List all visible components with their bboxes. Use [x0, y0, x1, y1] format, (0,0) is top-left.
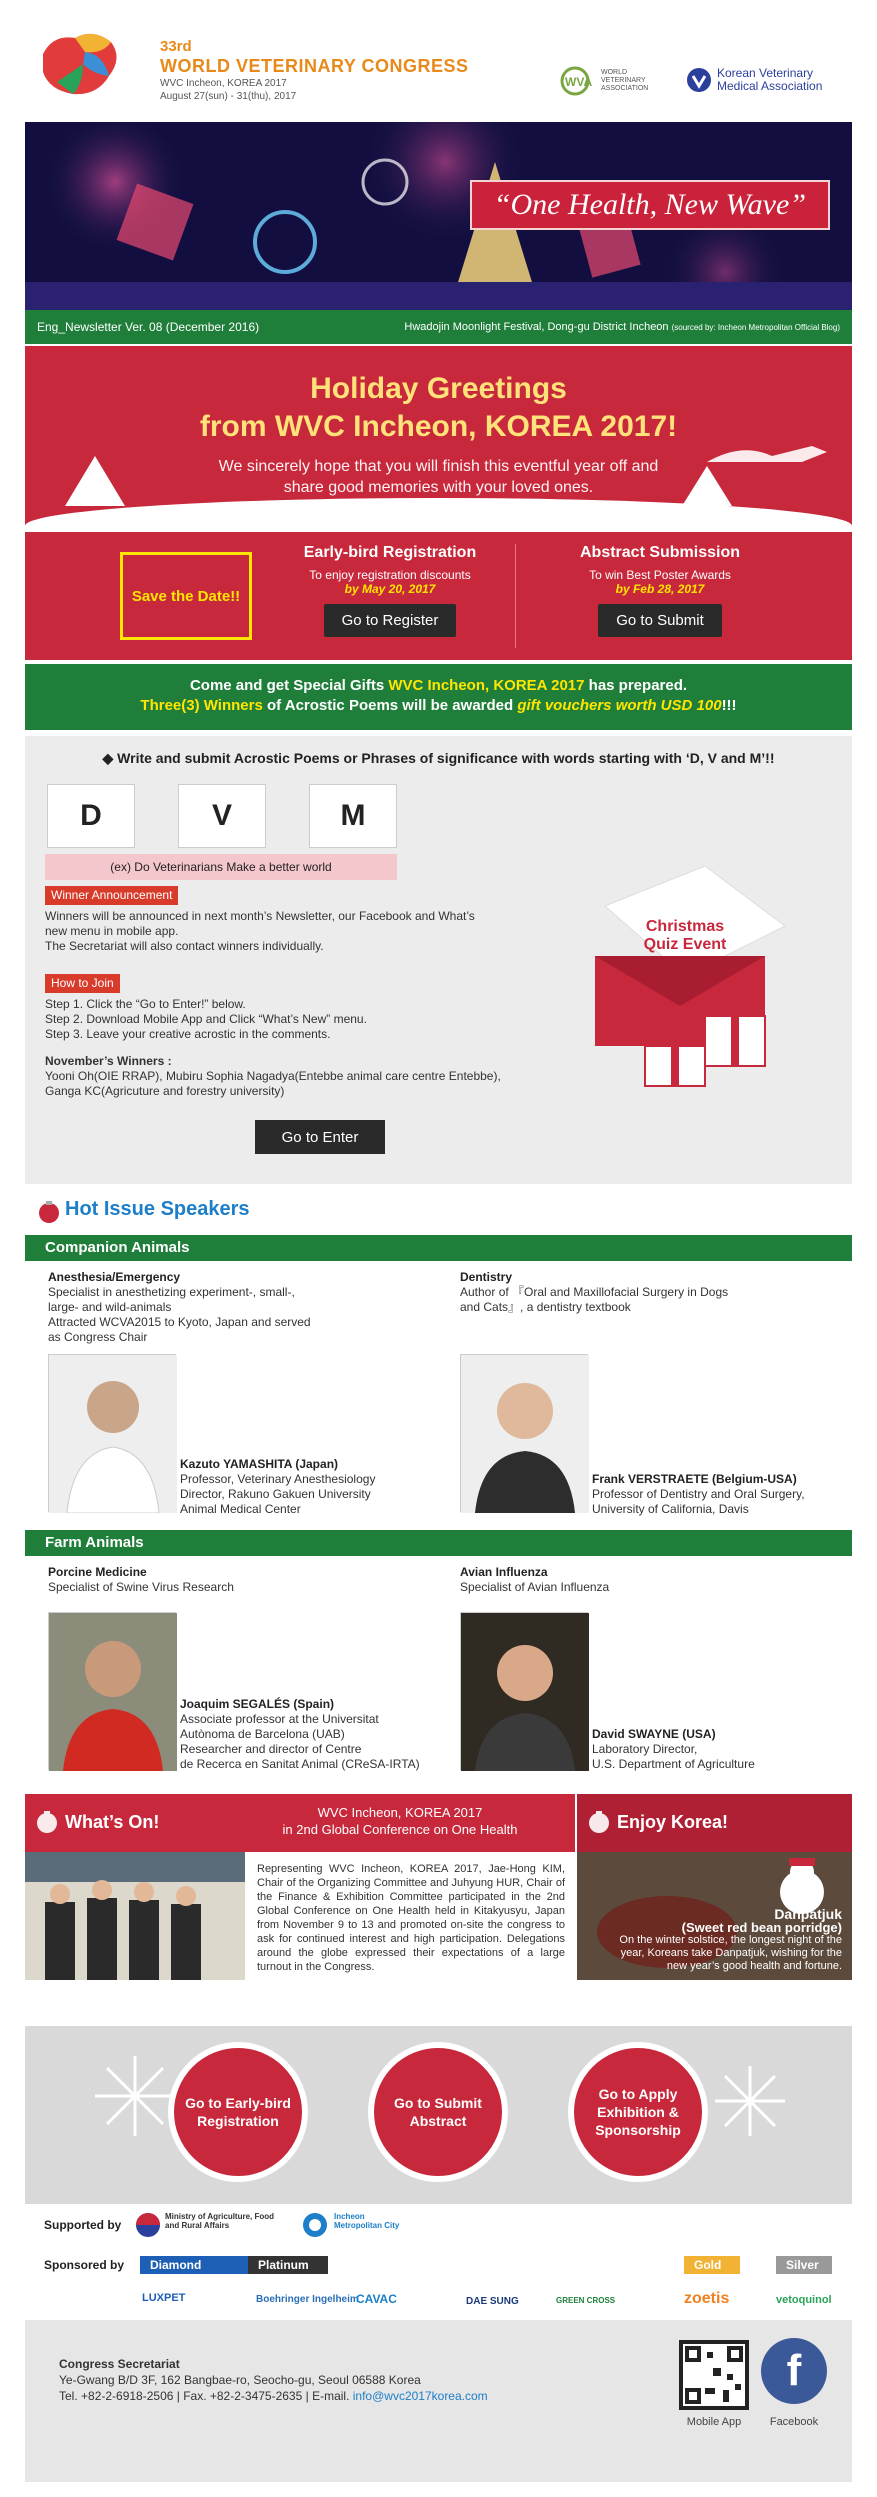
gifts-line1: [25, 676, 852, 696]
whats-on-section: [25, 1794, 852, 2026]
speaker-desc: as Congress Chair: [48, 1330, 148, 1344]
whats-on-headline: [235, 1804, 565, 1838]
winner-text-2: new menu in mobile app.: [45, 924, 179, 938]
step-1: Step 1. Click the “Go to Enter!” below.: [45, 997, 246, 1011]
speaker-yamashita-bio: [180, 1457, 420, 1517]
danpatjuk-text: On the winter solstice, the longest night of the year, Koreans take Danpatjuk, wishing for the new year’s good health and fortune.: [619, 1934, 842, 1972]
conference-photo: [25, 1852, 245, 1980]
speaker-area: Dentistry: [460, 1270, 513, 1284]
speaker-position: de Recerca en Sanitat Animal (CReSA-IRTA): [180, 1757, 420, 1771]
wva-icon: [555, 66, 597, 96]
whats-on-header: [25, 1794, 575, 1852]
speaker-desc: Attracted WCVA2015 to Kyoto, Japan and served: [48, 1315, 311, 1329]
danpatjuk-card: [577, 1852, 852, 1980]
secretariat-title: Congress Secretariat: [59, 2357, 180, 2371]
photo-caption: [404, 321, 840, 333]
speaker-name: David SWAYNE (USA): [592, 1727, 716, 1741]
header: [25, 0, 852, 120]
ministry-icon: [135, 2212, 161, 2238]
cavac-logo: CAVAC: [356, 2292, 397, 2306]
kvma-label: Korean Veterinary Medical Association: [717, 66, 823, 93]
facebook-icon[interactable]: f: [761, 2338, 827, 2404]
early-bird-date: by May 20, 2017: [344, 582, 436, 596]
ornament-icon: [35, 1810, 59, 1834]
sponsored-by-label: Sponsored by: [44, 2258, 125, 2272]
early-bird-desc: To enjoy registration discounts: [309, 568, 471, 582]
save-the-date: Save the Date!!: [120, 552, 252, 640]
apply-exhibition-button[interactable]: Go to Apply Exhibition & Sponsorship: [568, 2042, 708, 2182]
danpatjuk-subtitle: (Sweet red bean porridge): [681, 1920, 842, 1935]
christmas-quiz-card: [585, 866, 795, 1096]
secretariat-address: Ye-Gwang B/D 3F, 162 Bangbae-ro, Seocho-gu, Seoul 06588 Korea: [59, 2373, 421, 2387]
edition-number: 33rd: [160, 38, 192, 55]
incheon-label: Incheon Metropolitan City: [334, 2212, 400, 2230]
dates: August 27(sun) - 31(thu), 2017: [160, 91, 297, 102]
wva-label: WORLD VETERINARY ASSOCIATION: [601, 69, 649, 92]
speaker-position: Laboratory Director,: [592, 1742, 698, 1756]
gifts-line1-c: has prepared.: [588, 677, 688, 694]
gifts-line1-a: Come and get Special Gifts: [189, 677, 385, 694]
speaker-desc: large- and wild-animals: [48, 1300, 172, 1314]
gifts-line2: [25, 696, 852, 716]
speaker-position: Autònoma de Barcelona (UAB): [180, 1727, 345, 1741]
speaker-name: Joaquim SEGALÉS (Spain): [180, 1697, 335, 1711]
speaker-yamashita-desc: [48, 1270, 388, 1345]
early-bird-block: [275, 544, 505, 637]
gifts-line2-a: Three(3) Winners: [140, 697, 263, 714]
danpatjuk-title: Danpatjuk: [774, 1906, 842, 1922]
speaker-photo: [48, 1354, 176, 1512]
footer: [25, 2320, 852, 2482]
tier-diamond: Diamond: [140, 2256, 248, 2274]
go-to-submit-button[interactable]: Go to Submit: [598, 604, 722, 637]
speaker-photo: [460, 1354, 588, 1512]
person-silhouette-icon: [461, 1355, 589, 1513]
hero-banner: [25, 122, 852, 310]
snowflake-icon: [95, 2056, 175, 2136]
newsletter-bar: [25, 310, 852, 344]
speaker-position: Director, Rakuno Gakuen University: [180, 1487, 371, 1501]
photo-caption-text: Hwadojin Moonlight Festival, Dong-gu District Incheon: [404, 321, 669, 333]
how-to-join: [45, 974, 545, 1042]
join-tag: How to Join: [45, 974, 120, 993]
abstract-date: by Feb 28, 2017: [615, 582, 705, 596]
submit-abstract-button[interactable]: Go to Submit Abstract: [368, 2042, 508, 2182]
letter-d: D: [47, 784, 135, 848]
speaker-name: Frank VERSTRAETE (Belgium-USA): [592, 1472, 797, 1486]
facebook-label: Facebook: [769, 2416, 819, 2428]
ornament-icon: [587, 1810, 611, 1834]
speaker-position: Professor of Dentistry and Oral Surgery,: [592, 1487, 805, 1501]
tier-silver: Silver: [776, 2256, 832, 2274]
tree-icon: [65, 456, 125, 506]
congress-name: WORLD VETERINARY CONGRESS: [160, 56, 469, 76]
nov-winners-1: Yooni Oh(OIE RRAP), Mubiru Sophia Nagadya(Entebbe animal care centre Entebbe),: [45, 1069, 501, 1083]
speaker-area: Porcine Medicine: [48, 1565, 147, 1579]
kvma-icon: [685, 66, 713, 94]
speaker-position: Professor, Veterinary Anesthesiology: [180, 1472, 376, 1486]
quiz-heading: ◆ Write and submit Acrostic Poems or Phrases of significance with words starting with ‘D, V and M’!!: [102, 750, 775, 766]
wva-logo: [555, 66, 671, 96]
november-winners: [45, 1054, 545, 1099]
svg-text:WVA: WVA: [565, 75, 593, 89]
group-photo-image: [25, 1852, 245, 1980]
hot-issue-title: Hot Issue Speakers: [65, 1198, 250, 1220]
gifts-line2-c: gift vouchers worth USD 100: [517, 697, 722, 714]
holiday-title-line2: from WVC Incheon, KOREA 2017!: [199, 410, 678, 443]
speaker-segales-bio: [180, 1697, 460, 1772]
qr-pattern: [683, 2344, 745, 2406]
speaker-verstraete-desc: [460, 1270, 830, 1315]
supported-by-label: Supported by: [44, 2218, 122, 2232]
person-silhouette-icon: [461, 1613, 589, 1771]
kvma-logo: [685, 66, 837, 94]
enjoy-korea-header: [577, 1794, 852, 1852]
mobile-app-label: Mobile App: [686, 2416, 742, 2428]
abstract-desc: To win Best Poster Awards: [589, 568, 731, 582]
divider: [515, 544, 516, 648]
go-to-register-button[interactable]: Go to Register: [324, 604, 457, 637]
speaker-desc: Author of 『Oral and Maxillofacial Surgery in Dogs: [460, 1285, 729, 1299]
early-bird-registration-button[interactable]: Go to Early-bird Registration: [168, 2042, 308, 2182]
go-to-enter-button[interactable]: Go to Enter: [255, 1120, 385, 1154]
ornament-icon: [37, 1200, 61, 1224]
abstract-title: Abstract Submission: [579, 544, 741, 561]
speaker-position: University of California, Davis: [592, 1502, 749, 1516]
letter-m: M: [309, 784, 397, 848]
nov-winners-2: Ganga KC(Agricuture and forestry university): [45, 1084, 285, 1098]
secretariat-contact: [59, 2388, 488, 2404]
wvc-logo-icon: [33, 24, 125, 104]
farm-animals-bar: Farm Animals: [25, 1530, 852, 1556]
speaker-photo: [460, 1612, 588, 1770]
email-link[interactable]: info@wvc2017korea.com: [352, 2389, 488, 2403]
holiday-title-line1: Holiday Greetings: [310, 372, 567, 405]
speaker-area: Anesthesia/Emergency: [48, 1270, 181, 1284]
speaker-desc: Specialist of Swine Virus Research: [48, 1580, 234, 1594]
gifts-line2-d: !!!: [721, 697, 737, 714]
danpatjuk-caption: [602, 1908, 842, 1973]
slogan: “One Health, New Wave”: [470, 180, 830, 230]
whats-on-headline-2: in 2nd Global Conference on One Health: [282, 1822, 518, 1837]
incheon-icon: [302, 2212, 328, 2238]
zoetis-logo: zoetis: [684, 2290, 730, 2307]
speaker-position: Associate professor at the Universitat: [180, 1712, 379, 1726]
companion-animals-bar: Companion Animals: [25, 1235, 852, 1261]
winner-text-3: The Secretariat will also contact winners individually.: [45, 939, 324, 953]
winner-tag: Winner Announcement: [45, 886, 178, 905]
acrostic-example: (ex) Do Veterinarians Make a better world: [45, 854, 397, 880]
snowflake-icon: [715, 2066, 785, 2136]
speaker-name: Kazuto YAMASHITA (Japan): [180, 1457, 339, 1471]
photo-source: (sourced by: Incheon Metropolitan Official Blog): [671, 323, 840, 332]
person-silhouette-icon: [49, 1613, 177, 1771]
envelope-gifts-icon: [585, 866, 795, 1096]
speaker-photo: [48, 1612, 176, 1770]
quick-links-strip: [25, 2026, 852, 2204]
secretariat-info: [59, 2356, 488, 2404]
abstract-block: [545, 544, 775, 637]
newsletter-version: Eng_Newsletter Ver. 08 (December 2016): [37, 320, 260, 334]
qr-code-icon[interactable]: [679, 2340, 749, 2410]
tier-platinum: Platinum: [248, 2256, 328, 2274]
special-gifts-banner: [25, 664, 852, 730]
speaker-position: Animal Medical Center: [180, 1502, 301, 1516]
speaker-position: Researcher and director of Centre: [180, 1742, 362, 1756]
whats-on-headline-1: WVC Incheon, KOREA 2017: [317, 1805, 483, 1820]
speaker-swayne-bio: [592, 1727, 852, 1772]
whats-on-body: Representing WVC Incheon, KOREA 2017, Jae-Hong KIM, Chair of the Organizing Committee and Juhyung HUR, Chair of the Finance & Exhibition Committee participated in the 2nd Global Conference on One Health held in Kitakyusyu, Japan from November 9 to 13 and promoted on-site the congress to ask for continued interest and high participation. Delegations around the globe expressed their expectations of a large turnout in the Congress.: [247, 1852, 575, 1980]
boehringer-logo: Boehringer Ingelheim: [256, 2294, 359, 2305]
speaker-position: U.S. Department of Agriculture: [592, 1757, 755, 1771]
letter-v: V: [178, 784, 266, 848]
nov-title: November’s Winners :: [45, 1054, 172, 1068]
winner-announcement: [45, 886, 545, 954]
luxpet-logo: LUXPET: [142, 2292, 186, 2304]
early-bird-title: Early-bird Registration: [303, 544, 477, 561]
gifts-line2-b: of Acrostic Poems will be awarded: [266, 697, 514, 714]
christmas-quiz-title: Christmas Quiz Event: [643, 918, 727, 953]
speaker-verstraete-bio: [592, 1472, 852, 1517]
holiday-message-line2: share good memories with your loved ones.: [283, 479, 594, 496]
congress-title-block: [160, 38, 469, 103]
venue: WVC Incheon, KOREA 2017: [160, 78, 287, 89]
speaker-desc: Specialist of Avian Influenza: [460, 1580, 610, 1594]
daesung-logo: DAE SUNG: [466, 2296, 519, 2307]
hot-issue-header: [25, 1186, 852, 1234]
speaker-desc: Specialist in anesthetizing experiment-, small-,: [48, 1285, 295, 1299]
quiz-section: [25, 736, 852, 1184]
vetoquinol-logo: vetoquinol: [776, 2294, 832, 2306]
step-3: Step 3. Leave your creative acrostic in the comments.: [45, 1027, 331, 1041]
tier-gold: Gold: [684, 2256, 740, 2274]
speaker-area: Avian Influenza: [460, 1565, 548, 1579]
speaker-desc: and Cats』, a dentistry textbook: [460, 1300, 631, 1314]
ministry-label: Ministry of Agriculture, Food and Rural Affairs: [165, 2212, 275, 2230]
registration-box: [25, 532, 852, 660]
speaker-swayne-desc: [460, 1565, 830, 1595]
speaker-segales-desc: [48, 1565, 388, 1595]
winner-text-1: Winners will be announced in next month’s Newsletter, our Facebook and What’s: [45, 909, 475, 923]
whats-on-title: What’s On!: [65, 1812, 160, 1832]
secretariat-phone: Tel. +82-2-6918-2506 | Fax. +82-2-3475-2635 | E-mail.: [59, 2389, 350, 2403]
holiday-greetings: [25, 346, 852, 526]
person-silhouette-icon: [49, 1355, 177, 1513]
holiday-message-line1: We sincerely hope that you will finish this eventful year off and: [218, 458, 659, 475]
step-2: Step 2. Download Mobile App and Click “What’s New” menu.: [45, 1012, 367, 1026]
greencross-logo: GREEN CROSS: [556, 2296, 616, 2305]
enjoy-korea-title: Enjoy Korea!: [617, 1812, 729, 1832]
gifts-line1-b: WVC Incheon, KOREA 2017: [388, 677, 585, 694]
tree-icon: [682, 466, 732, 506]
